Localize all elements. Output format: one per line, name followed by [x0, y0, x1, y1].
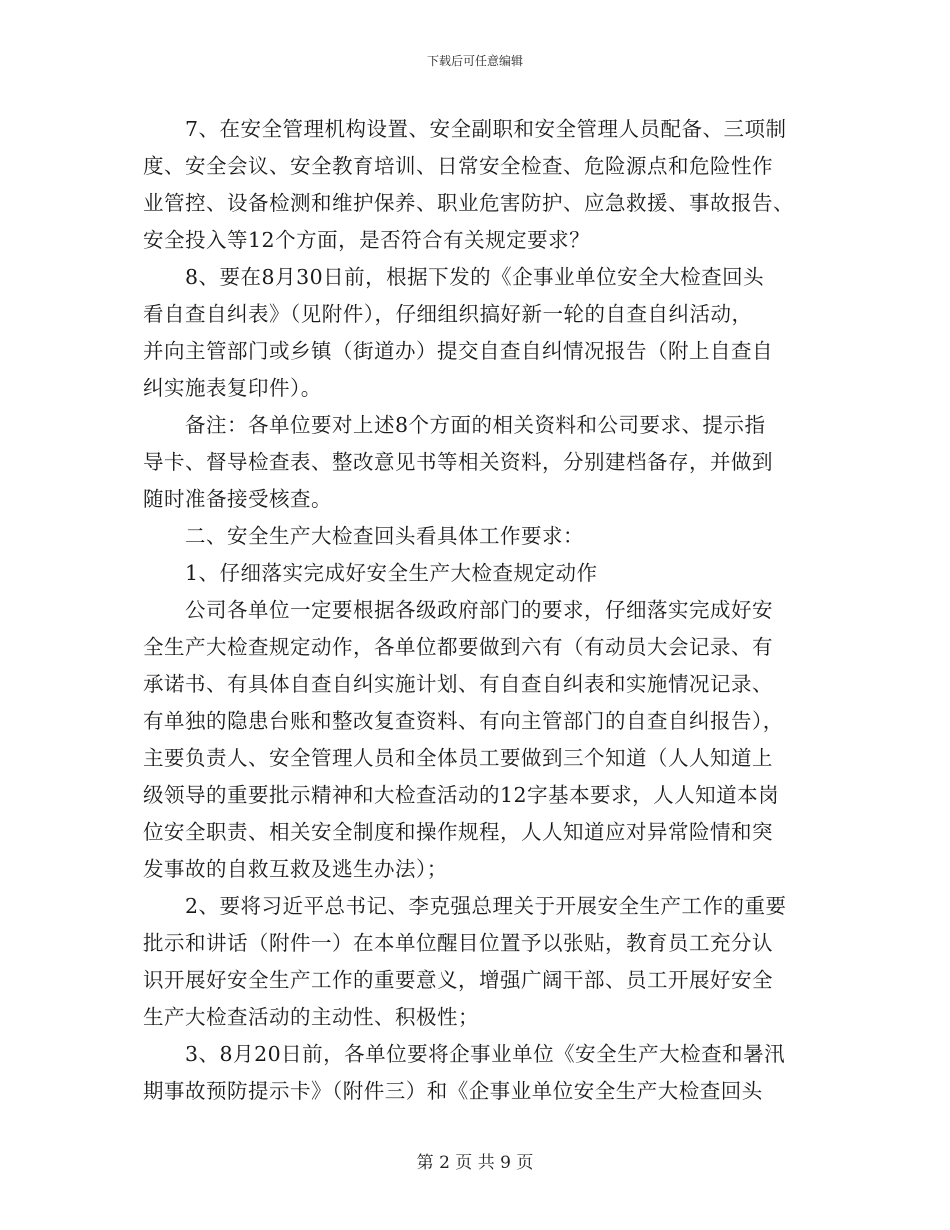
body-line: 纠实施表复印件）。	[143, 376, 322, 400]
body-line: 3、8月20日前，各单位要将企事业单位《安全生产大检查和暑汛	[143, 1042, 786, 1066]
body-line: 看自查自纠表》（见附件），仔细组织搞好新一轮的自查自纠活动，	[143, 302, 753, 326]
body-line: 位安全职责、相关安全制度和操作规程，人人知道应对异常险情和突	[143, 820, 773, 844]
body-line: 业管控、设备检测和维护保养、职业危害防护、应急救援、事故报告、	[143, 191, 794, 215]
body-line: 发事故的自救互救及逃生办法）；	[143, 857, 448, 881]
document-body	[143, 111, 808, 1110]
body-line: 7、在安全管理机构设置、安全副职和安全管理人员配备、三项制	[143, 117, 787, 141]
body-line: 安全投入等12个方面，是否符合有关规定要求？	[143, 228, 591, 252]
body-line: 二、安全生产大检查回头看具体工作要求：	[143, 524, 584, 548]
body-line: 有单独的隐患台账和整改复查资料、有向主管部门的自查自纠报告），	[143, 709, 784, 733]
body-line: 2、要将习近平总书记、李克强总理关于开展安全生产工作的重要	[143, 894, 787, 918]
body-line: 备注：各单位要对上述8个方面的相关资料和公司要求、提示指	[143, 413, 766, 437]
body-line: 导卡、督导检查表、整改意见书等相关资料，分别建档备存，并做到	[143, 450, 773, 474]
body-line: 批示和讲话（附件一）在本单位醒目位置予以张贴，教育员工充分认	[143, 931, 773, 955]
body-line: 公司各单位一定要根据各级政府部门的要求，仔细落实完成好安	[143, 598, 773, 622]
body-line: 随时准备接受核查。	[143, 487, 332, 511]
body-line: 承诺书、有具体自查自纠实施计划、有自查自纠表和实施情况记录、	[143, 672, 773, 696]
body-line: 期事故预防提示卡》（附件三）和《企事业单位安全生产大检查回头	[143, 1079, 763, 1103]
body-line: 8、要在8月30日前，根据下发的《企事业单位安全大检查回头	[143, 265, 765, 289]
body-line: 生产大检查活动的主动性、积极性；	[143, 1005, 479, 1029]
body-line: 并向主管部门或乡镇（街道办）提交自查自纠情况报告（附上自查自	[143, 339, 773, 363]
body-line: 1、仔细落实完成好安全生产大检查规定动作	[143, 561, 598, 585]
body-line: 识开展好安全生产工作的重要意义，增强广阔干部、员工开展好安全	[143, 968, 773, 992]
body-line: 全生产大检查规定动作，各单位都要做到六有（有动员大会记录、有	[143, 635, 773, 659]
body-line: 度、安全会议、安全教育培训、日常安全检查、危险源点和危险性作	[143, 154, 773, 178]
body-line: 级领导的重要批示精神和大检查活动的12字基本要求，人人知道本岗	[143, 783, 780, 807]
page-header: 下载后可任意编辑	[426, 54, 523, 68]
page-footer: 第 2 页 共 9 页	[416, 1153, 534, 1173]
body-line: 主要负责人、安全管理人员和全体员工要做到三个知道（人人知道上	[143, 746, 773, 770]
